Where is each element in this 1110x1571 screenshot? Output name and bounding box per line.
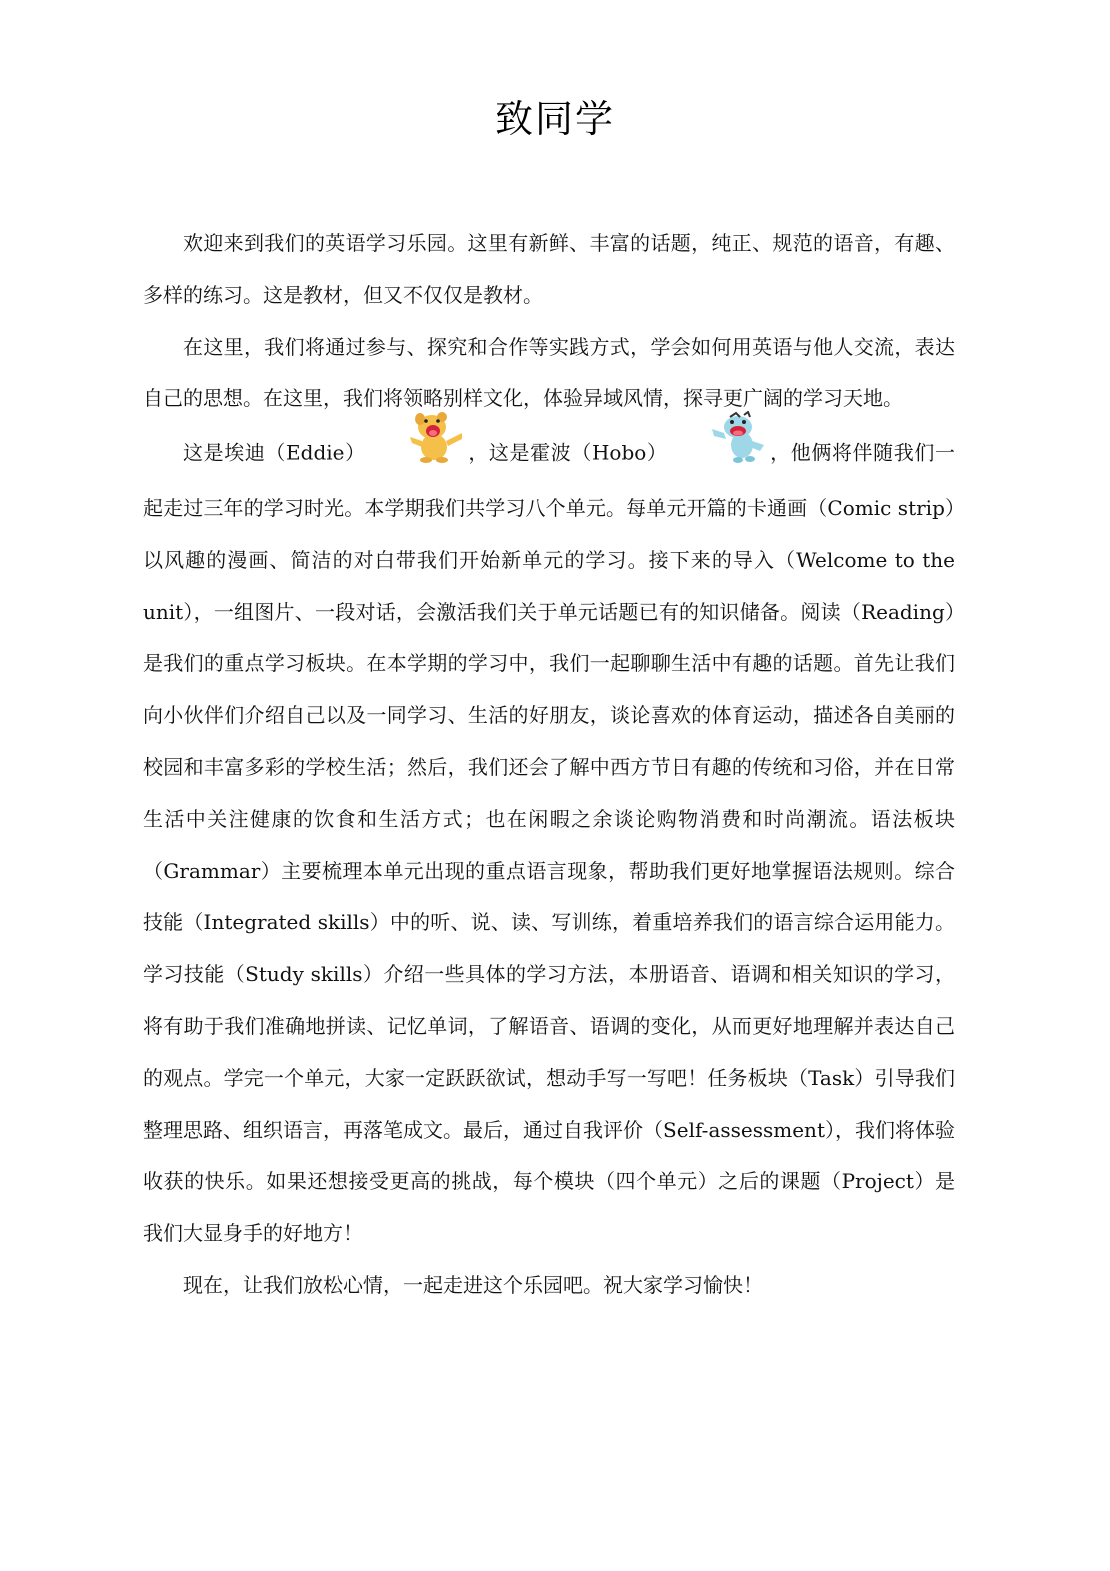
eddie-mascot-icon	[368, 411, 466, 483]
letter-body	[143, 218, 955, 1312]
units-description-text: ，他俩将伴随我们一起走过三年的学习时光。本学期我们共学习八个单元。每单元开篇的卡通画（Comic strip）以风趣的漫画、简洁的对白带我们开始新单元的学习。接下来的导入（Welcome to the unit），一组图片、一段对话，会激活我们关于单元话题已有的知识储备。阅读（Reading）是我们的重点学习板块。在本学期的学习中，我们一起聊聊生活中有趣的话题。首先让我们向小伙伴们介绍自己以及一同学习、生活的好朋友，谈论喜欢的体育运动，描述各自美丽的校园和丰富多彩的学校生活；然后，我们还会了解中西方节日有趣的传统和习俗，并在日常生活中关注健康的饮食和生活方式；也在闲暇之余谈论购物消费和时尚潮流。语法板块（Grammar）主要梳理本单元出现的重点语言现象，帮助我们更好地掌握语法规则。综合技能（Integrated skills）中的听、说、读、写训练，着重培养我们的语言综合运用能力。学习技能（Study skills）介绍一些具体的学习方法，本册语音、语调和相关知识的学习，将有助于我们准确地拼读、记忆单词，了解语音、语调的变化，从而更好地理解并表达自己的观点。学完一个单元，大家一定跃跃欲试，想动手写一写吧！任务板块（Task）引导我们整理思路、组织语言，再落笔成文。最后，通过自我评价（Self-assessment），我们将体验收获的快乐。如果还想接受更高的挑战，每个模块（四个单元）之后的课题（Project）是我们大显身手的好地方！	[143, 440, 955, 1246]
paragraph-welcome: 欢迎来到我们的英语学习乐园。这里有新鲜、丰富的话题，纯正、规范的语音，有趣、多样的练习。这是教材，但又不仅仅是教材。	[143, 231, 955, 307]
paragraph-closing: 现在，让我们放松心情，一起走进这个乐园吧。祝大家学习愉快！	[183, 1272, 763, 1297]
intro-hobo-text: ，这是霍波（Hobo）	[467, 440, 668, 465]
intro-eddie-text: 这是埃迪（Eddie）	[183, 440, 366, 465]
paragraph-units	[143, 425, 955, 1260]
paragraph-practice: 在这里，我们将通过参与、探究和合作等实践方式，学会如何用英语与他人交流，表达自己的思想。在这里，我们将领略别样文化，体验异域风情，探寻更广阔的学习天地。	[143, 334, 955, 411]
page-title: 致同学	[494, 97, 615, 141]
hobo-mascot-icon	[670, 411, 768, 483]
